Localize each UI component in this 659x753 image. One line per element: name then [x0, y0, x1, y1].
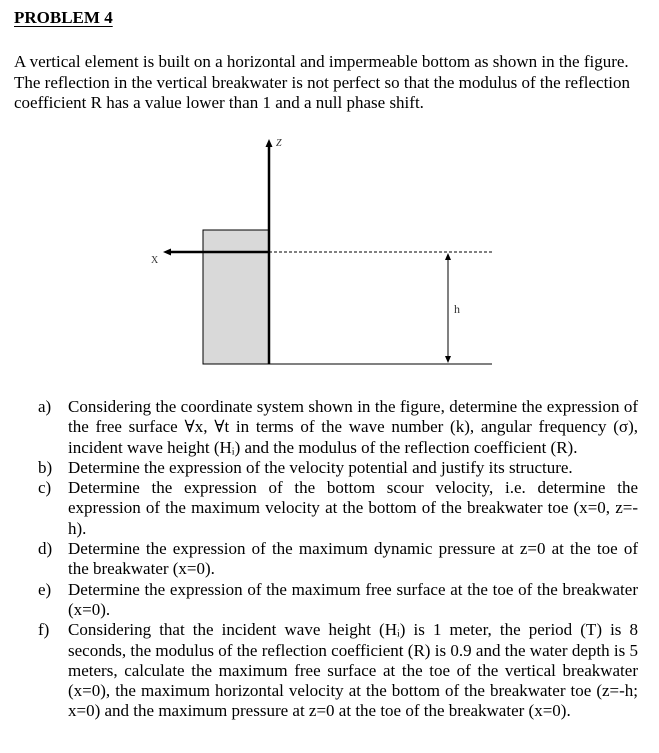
question-letter: b): [38, 457, 53, 477]
x-axis-label: X: [151, 255, 159, 266]
depth-arrow-top: [445, 253, 451, 260]
question-letter: d): [38, 539, 53, 559]
question-list: [38, 397, 638, 722]
question-letter: f): [38, 620, 50, 640]
question-c: [38, 478, 638, 539]
z-axis-arrow: [266, 139, 273, 147]
x-axis-arrow: [163, 249, 171, 256]
question-letter: a): [38, 397, 52, 416]
depth-label: h: [454, 302, 460, 316]
problem-statement: A vertical element is built on a horizontal and impermeable bottom as shown in the figure. The reflection in the vertical breakwater is not perfect so that the modulus of the reflection coefficient R has a value lower than 1 and a null phase shift.: [14, 52, 631, 112]
breakwater-figure: [0, 135, 659, 375]
question-letter: c): [38, 478, 52, 498]
question-text: Determine the expression of the bottom scour velocity, i.e. determine the expression of the maximum velocity at the bottom of the breakwater toe (x=0, z=-h).: [68, 478, 638, 538]
question-text: Determine the expression of the velocity potential and justify its structure.: [68, 457, 573, 477]
question-e: [38, 580, 638, 621]
question-d: [38, 539, 638, 580]
z-axis-label: Z: [276, 138, 282, 149]
question-f: [38, 620, 638, 721]
question-text: Considering the coordinate system shown in the figure, determine the expression of the free surface ∀x, ∀t in terms of the wave number (k), angular frequency (σ), incident wave height (Hᵢ) and the modulus of the reflection coefficient (R).: [68, 397, 638, 457]
problem-title: PROBLEM 4: [14, 8, 113, 27]
question-a: [38, 397, 638, 458]
question-letter: e): [38, 579, 52, 599]
question-text: Determine the expression of the maximum free surface at the toe of the breakwater (x=0).: [68, 579, 638, 619]
depth-arrow-bottom: [445, 356, 451, 363]
breakwater-block: [203, 230, 269, 364]
question-text: Determine the expression of the maximum dynamic pressure at z=0 at the toe of the breakwater (x=0).: [68, 539, 638, 579]
question-b: [38, 458, 638, 478]
breakwater-diagram: [0, 135, 659, 375]
question-text: Considering that the incident wave height (Hᵢ) is 1 meter, the period (T) is 8 seconds, the modulus of the reflection coefficient (R) is 0.9 and the water depth is 5 meters, calculate the maximum free surface at the toe of the vertical breakwater (x=0), the maximum horizontal velocity at the bottom of the breakwater toe (z=-h; x=0) and the maximum pressure at z=0 at the toe of the breakwater (x=0).: [68, 620, 638, 721]
